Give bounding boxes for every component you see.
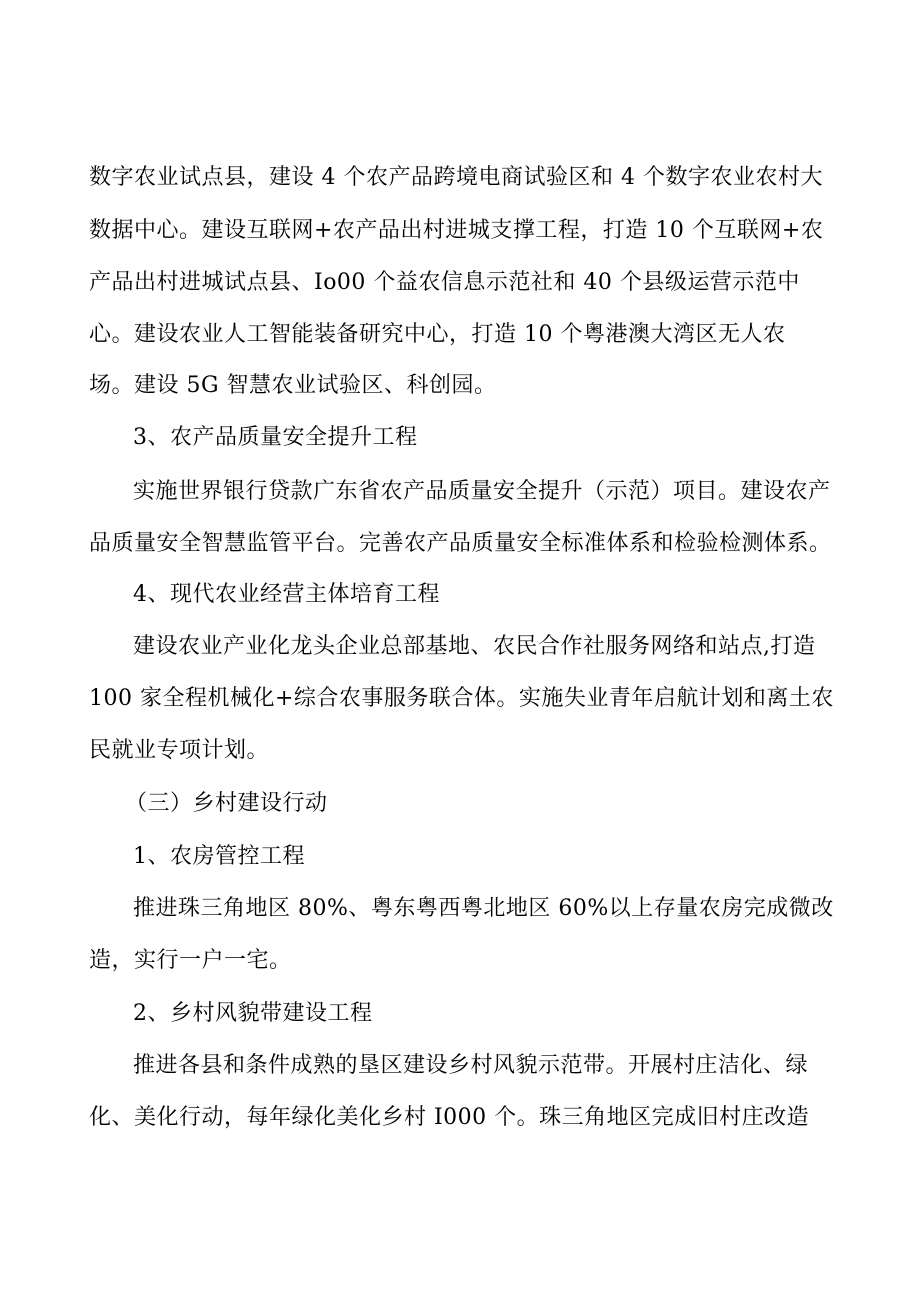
paragraph-line: 化、美化行动，每年绿化美化乡村 I000 个。珠三角地区完成旧村庄改造 — [89, 1105, 810, 1130]
paragraph-line: 实施世界银行贷款广东省农产品质量安全提升（示范）项目。建设农产 — [133, 479, 831, 504]
paragraph-line: 民就业专项计划。 — [89, 738, 270, 763]
paragraph-line: 品质量安全智慧监管平台。完善农产品质量安全标准体系和检验检测体系。 — [89, 531, 832, 556]
subheading-farmhouse-control: 1、农房管控工程 — [133, 844, 305, 869]
paragraph-line: 100 家全程机械化+综合农事服务联合体。实施失业青年启航计划和离土农 — [89, 686, 834, 711]
paragraph-line: 建设农业产业化龙头企业总部基地、农民合作社服务网络和站点,打造 — [133, 634, 816, 659]
paragraph-line: 数字农业试点县，建设 4 个农产品跨境电商试验区和 4 个数字农业农村大 — [89, 165, 823, 190]
paragraph-line: 心。建设农业人工智能装备研究中心，打造 10 个粤港澳大湾区无人农 — [89, 322, 786, 347]
paragraph-line: 推进珠三角地区 80%、粤东粤西粤北地区 60%以上存量农房完成微改 — [133, 896, 834, 921]
subheading-business-entities: 4、现代农业经营主体培育工程 — [133, 582, 440, 607]
section-heading-rural-construction: （三）乡村建设行动 — [125, 791, 328, 816]
paragraph-line: 推进各县和条件成熟的垦区建设乡村风貌示范带。开展村庄洁化、绿 — [133, 1053, 809, 1078]
subheading-quality-safety: 3、农产品质量安全提升工程 — [133, 425, 418, 450]
subheading-rural-landscape: 2、乡村风貌带建设工程 — [133, 1001, 373, 1026]
paragraph-line: 造，实行一户一宅。 — [89, 948, 292, 973]
paragraph-line: 产品出村进城试点县、Io00 个益农信息示范社和 40 个县级运营示范中 — [89, 270, 800, 295]
paragraph-line: 场。建设 5G 智慧农业试验区、科创园。 — [89, 373, 497, 398]
paragraph-line: 数据中心。建设互联网+农产品出村进城支撑工程，打造 10 个互联网+农 — [89, 218, 824, 243]
